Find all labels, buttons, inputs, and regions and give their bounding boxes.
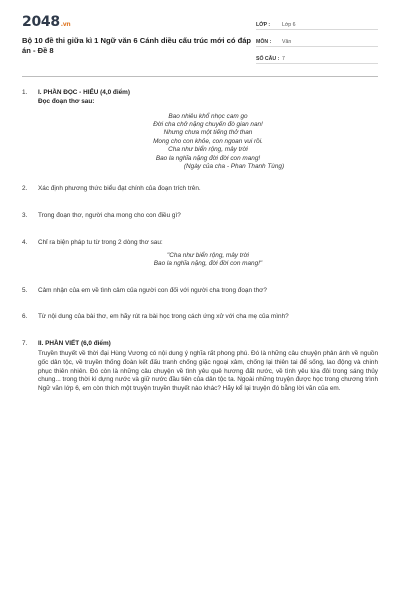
site-logo[interactable] [22,14,254,33]
meta-subject-row [256,33,378,47]
logo-text: 2048 [22,14,60,30]
question-text: Chỉ ra biện pháp tu từ trong 2 dòng thơ sau: [38,239,163,247]
document-header [22,0,378,67]
question-number: 6. [22,313,28,321]
section-title: II. PHẦN VIẾT (6,0 điểm) [38,340,111,348]
question-text: Từ nội dung của bài thơ, em hãy rút ra bài học trong cách ứng xử với cha mẹ của mình? [38,313,289,321]
poem-line: Bao nhiêu khổ nhọc cam go [168,112,248,120]
question-7 [22,340,378,394]
question-6 [22,313,378,322]
question-number: 5. [22,286,28,294]
question-4 [22,239,378,269]
quote-line: "Cha như biển rộng, mây trời [167,251,249,259]
poem-line: Cha như biển rộng, mây trời [168,146,248,154]
meta-subject-label: MÔN : [256,39,272,45]
question-1 [22,89,378,171]
question-text: Truyền thuyết về thời đại Hùng Vương có nội dung ý nghĩa rất phong phú. Đó là những câu chuyện phản ánh về nguồn gốc dân tộc, về truyền thống đoàn kết đấu tranh chống giặc ngoại xâm, chống lại thiên tai để sống, lao động và chinh phục thiên nhiên. Đó còn là những câu chuyện về tình yêu quê hương đất nước, về tình yêu lứa đôi trong sáng thủy chung... trong thời kì dựng nước và giữ nước đầu tiên của dân tộc ta. Ngoài những truyện được học trong chương trình Ngữ văn lớp 6, em còn thích một truyện truyền thuyết nào khác? Hãy kể lại truyện đó bằng lời văn của em. [38,350,378,393]
question-2 [22,185,378,194]
meta-class-row [256,16,378,30]
meta-count-label: SỐ CÂU : [256,56,280,62]
meta-subject-value: Văn [282,39,292,45]
poem-line: Mong cho con khỏe, con ngoan vui rồi. [153,137,263,145]
poem-line: Nhưng chưa một tiếng thở than [163,129,253,137]
logo-domain: .vn [60,21,71,28]
question-number: 7. [22,340,28,348]
question-instruction: Đọc đoạn thơ sau: [38,97,95,105]
question-body [38,239,378,269]
meta-count-value: 7 [282,56,285,62]
poem-line: Bao la nghĩa nặng đời đời con mang! [155,154,261,162]
section-title: I. PHẦN ĐỌC - HIỂU (4,0 điểm) [38,89,130,96]
meta-class-value: Lớp 6 [282,22,296,28]
question-text: Trong đoạn thơ, người cha mong cho con điều gì? [38,212,181,220]
question-5 [22,287,378,296]
question-number: 1. [22,89,28,96]
question-text: Cảm nhận của em về tình cảm của người con đối với người cha trong đoạn thơ? [38,286,267,294]
header-left [22,14,254,67]
poem-line: Đời cha chở nặng chuyến đò gian nan! [153,121,263,128]
poem-excerpt [38,113,378,172]
question-number: 2. [22,185,28,193]
meta-class-label: LỚP : [256,22,271,28]
document-meta [256,16,378,67]
document-title: Bộ 10 đề thi giữa kì 1 Ngữ văn 6 Cánh diều cấu trúc mới có đáp án - Đề 8 [22,36,252,55]
quote-line: Bao la nghĩa nặng, đời đời con mang!" [153,260,263,268]
question-number: 4. [22,239,28,247]
header-divider [22,76,378,77]
meta-count-row [256,50,378,64]
question-number: 3. [22,212,28,220]
question-list [22,89,378,394]
quoted-verse [38,252,378,269]
question-text: Xác định phương thức biểu đạt chính của đoạn trích trên. [38,185,201,193]
question-body [38,89,378,171]
poem-credit: (Ngày của cha - Phan Thanh Tùng) [183,163,285,171]
question-3 [22,212,378,221]
question-body [38,340,378,394]
